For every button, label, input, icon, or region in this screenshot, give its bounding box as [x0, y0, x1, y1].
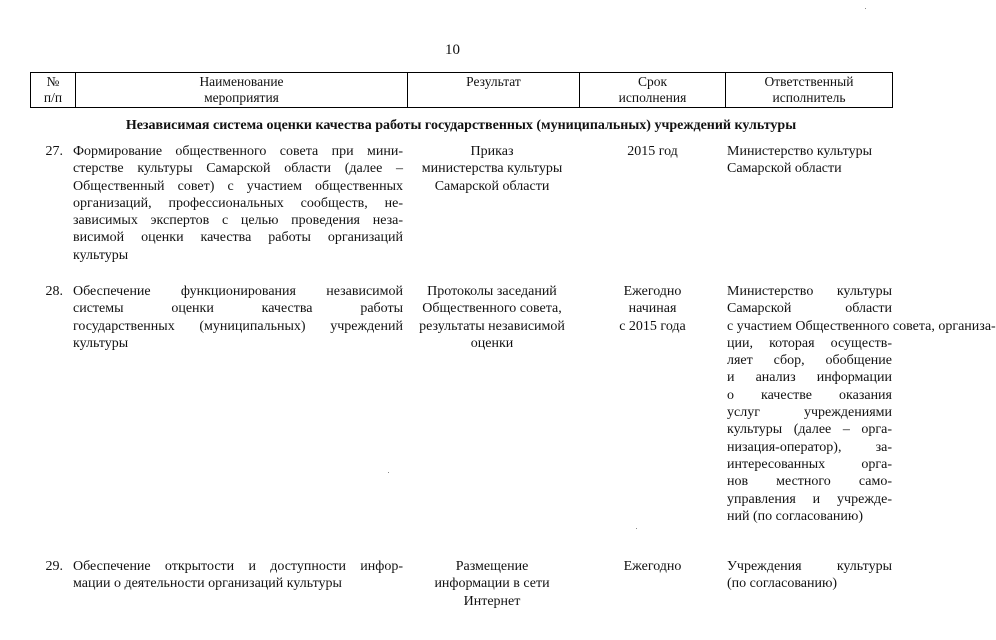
- text-line: информации в сети: [434, 576, 550, 592]
- text-line: управления и учрежде-: [727, 491, 892, 507]
- text-line: зависимых экспертов с целью проведения неза-: [73, 213, 403, 229]
- page-number: 10: [445, 42, 460, 58]
- text-line: с 2015 года: [619, 318, 686, 334]
- text-line: 2015 год: [627, 144, 678, 159]
- row-name: [73, 143, 403, 264]
- text-line: результаты независимой: [419, 318, 565, 334]
- header-name: Наименование мероприятия: [76, 73, 408, 108]
- text-line: ний (по согласованию): [727, 508, 864, 524]
- text-line: Самарской области: [727, 301, 892, 317]
- text-line: стерстве культуры Самарской области (далее –: [73, 161, 403, 177]
- row-name: [73, 283, 403, 352]
- row-responsible: [727, 283, 996, 525]
- scan-speck: [865, 8, 866, 9]
- text-line: ляет сбор, обобщение: [727, 353, 892, 369]
- text-line: Самарской области: [727, 161, 842, 177]
- text-line: интересованных орга-: [727, 456, 892, 472]
- text-line: Общественный совет) с участием общественных: [73, 178, 403, 194]
- text-line: министерства культуры: [421, 161, 563, 177]
- row-number: 27.: [45, 144, 63, 159]
- row-term: [585, 558, 720, 575]
- row-result: [406, 143, 578, 195]
- text-line: ции, которая осуществ-: [727, 335, 892, 351]
- text-line: Ежегодно: [623, 559, 682, 574]
- row-number: 28.: [45, 284, 63, 299]
- text-line: культуры: [73, 335, 129, 351]
- header-result: Результат: [408, 73, 580, 108]
- text-line: висимой оценки качества работы организаций: [73, 230, 403, 246]
- text-line: Протоколы заседаний: [427, 284, 557, 299]
- header-term: Срок исполнения: [580, 73, 726, 108]
- text-line: Интернет: [463, 593, 521, 609]
- row-responsible: [727, 558, 892, 593]
- header-num: № п/п: [31, 73, 76, 108]
- text-line: мации о деятельности организаций культуры: [73, 576, 342, 592]
- scan-speck: [388, 472, 389, 473]
- header-responsible: Ответственный исполнитель: [726, 73, 893, 108]
- text-line: государственных (муниципальных) учреждений: [73, 318, 403, 334]
- text-line: с участием Общественного совета, организа-: [727, 318, 996, 334]
- table-header: [30, 72, 893, 108]
- text-line: о качестве оказания: [727, 387, 892, 403]
- text-line: системы оценки качества работы: [73, 301, 403, 317]
- text-line: Обеспечение функционирования независимой: [73, 284, 403, 299]
- text-line: и анализ информации: [727, 370, 892, 386]
- text-line: культуры: [73, 247, 129, 263]
- text-line: нов местного само-: [727, 474, 892, 490]
- text-line: Приказ: [470, 144, 514, 159]
- section-title: Независимая система оценки качества работы государственных (муниципальных) учреждений культуры: [125, 118, 797, 133]
- row-name: [73, 558, 403, 593]
- text-line: оценки: [470, 335, 514, 351]
- text-line: Учреждения культуры: [727, 559, 892, 574]
- text-line: организаций, профессиональных сообществ, не-: [73, 195, 403, 211]
- text-line: культуры (далее – орга-: [727, 422, 892, 438]
- text-line: Ежегодно: [623, 284, 682, 299]
- text-line: низация-оператор), за-: [727, 439, 892, 455]
- text-line: Самарской области: [434, 178, 550, 194]
- text-line: Формирование общественного совета при мини-: [73, 144, 403, 159]
- row-term: [585, 143, 720, 160]
- text-line: Министерство культуры: [727, 144, 872, 159]
- text-line: Обеспечение открытости и доступности инфор-: [73, 559, 403, 574]
- scan-speck: [636, 528, 637, 529]
- text-line: услуг учреждениями: [727, 405, 892, 421]
- text-line: начиная: [628, 301, 677, 317]
- row-number: 29.: [45, 559, 63, 574]
- row-result: [406, 558, 578, 610]
- row-term: [585, 283, 720, 335]
- text-line: Министерство культуры: [727, 284, 892, 299]
- text-line: Общественного совета,: [422, 301, 562, 317]
- row-result: [406, 283, 578, 352]
- text-line: (по согласованию): [727, 576, 838, 592]
- row-responsible: [727, 143, 892, 178]
- text-line: Размещение: [455, 559, 529, 574]
